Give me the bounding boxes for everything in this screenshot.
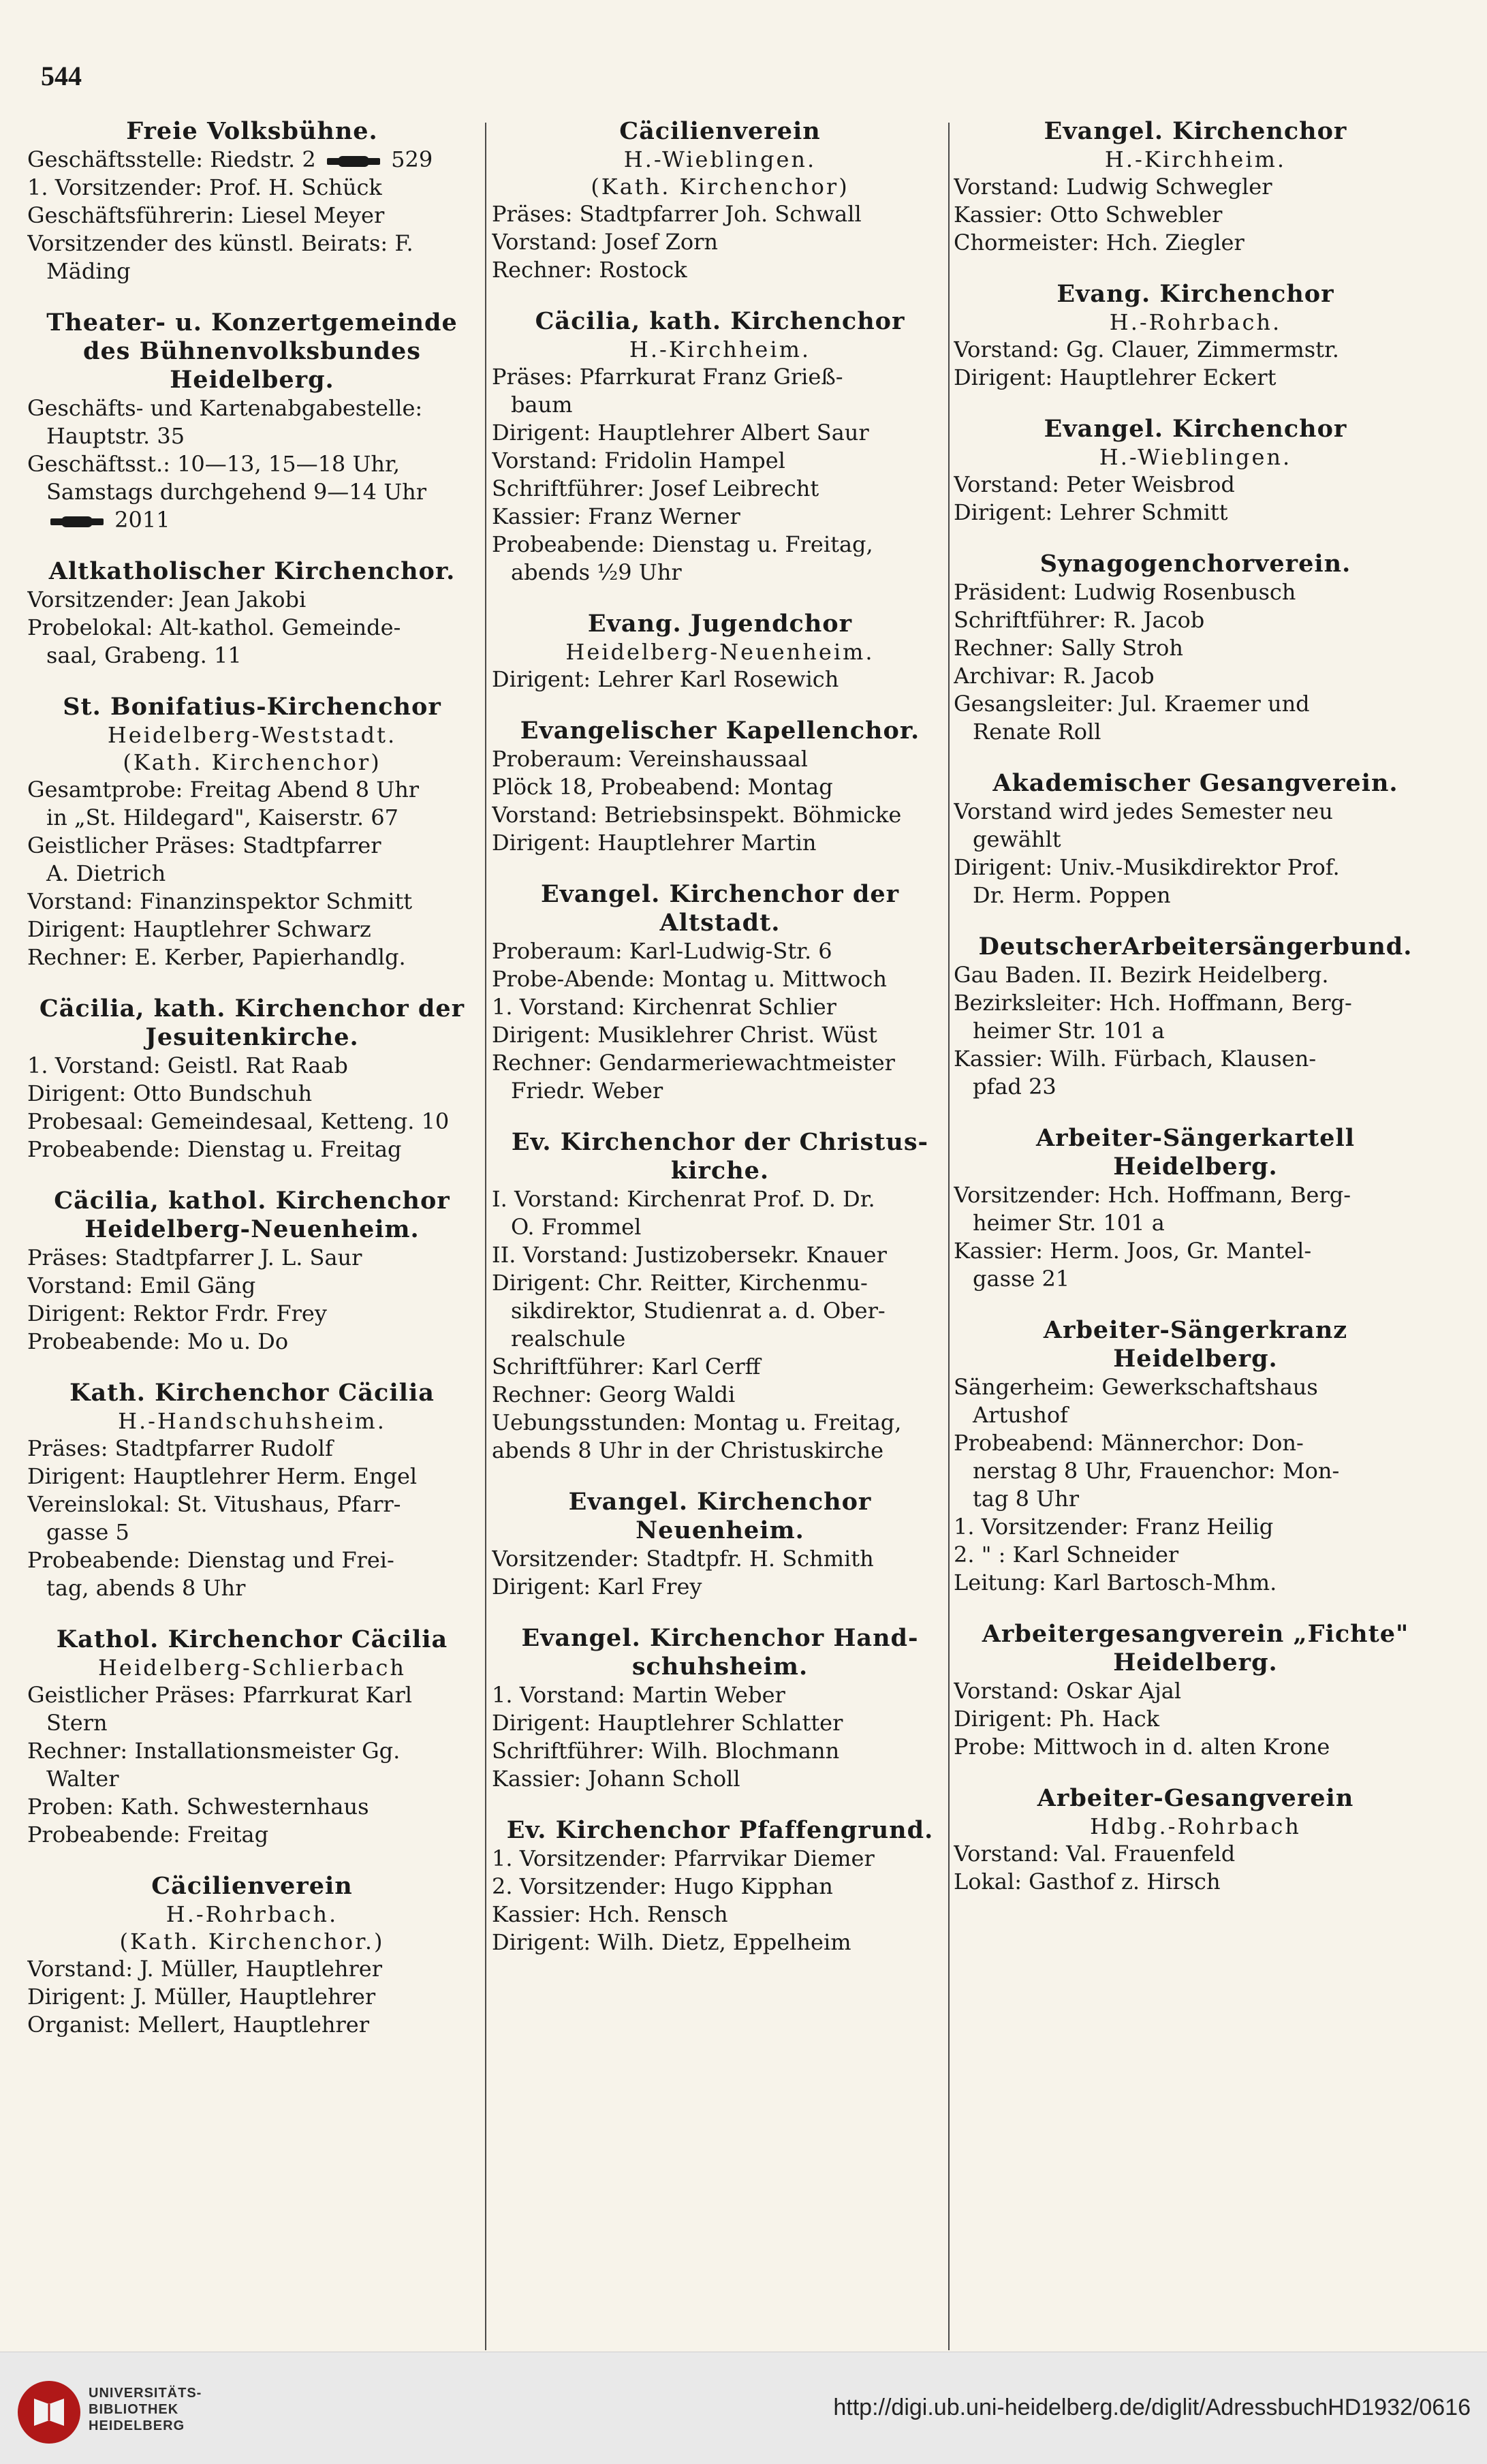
- entry-line: Vorstand: Emil Gäng: [27, 1273, 256, 1298]
- directory-entry: [27, 1379, 477, 1602]
- entry-title: Synagogenchorverein.: [1039, 550, 1351, 578]
- entry-line: Walter: [46, 1766, 119, 1792]
- directory-entry: [954, 1620, 1437, 1761]
- entry-subtitle: Heidelberg-Neuenheim.: [565, 639, 875, 665]
- entry-line: Vorstand: Finanzinspektor Schmitt: [27, 888, 413, 914]
- entry-line: Proberaum: Vereinshaussaal: [492, 746, 808, 772]
- entry-line: Geistlicher Präses: Stadtpfarrer: [27, 832, 381, 858]
- entry-line: Vorstand: Josef Zorn: [492, 229, 719, 255]
- entry-subtitle: H.-Wieblingen.: [623, 146, 817, 172]
- directory-entry: [954, 933, 1437, 1101]
- entry-line: sikdirektor, Studienrat a. d. Ober-: [511, 1298, 886, 1324]
- entry-title: Cäcilienverein: [151, 1872, 353, 1900]
- entry-line: Vorsitzender: Jean Jakobi: [27, 587, 307, 612]
- entry-title: Heidelberg.: [170, 366, 334, 394]
- entry-line: Kassier: Franz Werner: [492, 503, 740, 529]
- entry-title: Cäcilia, kathol. Kirchenchor: [54, 1187, 450, 1215]
- entry-subtitle: (Kath. Kirchenchor): [123, 749, 381, 775]
- entry-line: Samstags durchgehend 9—14 Uhr: [46, 479, 427, 505]
- directory-entry: [27, 1625, 477, 1849]
- entry-line: Dirigent: Wilh. Dietz, Eppelheim: [492, 1929, 851, 1955]
- entry-line: Vorstand wird jedes Semester neu: [954, 798, 1333, 824]
- entry-title: Heidelberg.: [1113, 1153, 1278, 1181]
- entry-line: Dirigent: Lehrer Schmitt: [954, 499, 1228, 525]
- entry-line: Hauptstr. 35: [46, 423, 185, 449]
- entry-title: Evangel. Kirchenchor: [1044, 117, 1347, 145]
- entry-title: St. Bonifatius-Kirchenchor: [63, 693, 441, 721]
- entry-line: Lokal: Gasthof z. Hirsch: [954, 1869, 1221, 1894]
- entry-line: Proberaum: Karl-Ludwig-Str. 6: [492, 938, 832, 964]
- entry-line: Probeabende: Freitag: [27, 1822, 269, 1847]
- entry-line: Dirigent: Univ.-Musikdirektor Prof.: [954, 854, 1340, 880]
- directory-entry: [27, 995, 477, 1164]
- column-divider: [485, 123, 486, 2350]
- entry-title: kirche.: [670, 1157, 770, 1185]
- entry-line: Archivar: R. Jacob: [954, 663, 1155, 689]
- entry-line: Schriftführer: R. Jacob: [954, 607, 1205, 633]
- entry-title: Ev. Kirchenchor der Christus-: [511, 1128, 929, 1156]
- entry-subtitle: H.-Rohrbach.: [1109, 309, 1282, 335]
- entry-line: tag 8 Uhr: [973, 1486, 1079, 1512]
- entry-title: Arbeitergesangverein „Fichte": [982, 1620, 1409, 1648]
- entry-title: Heidelberg.: [1113, 1345, 1278, 1373]
- entry-line: 2. " : Karl Schneider: [954, 1542, 1179, 1568]
- entry-line: Vorstand: Val. Frauenfeld: [954, 1841, 1236, 1867]
- directory-entry: [27, 557, 477, 670]
- entry-line: Geistlicher Präses: Pfarrkurat Karl: [27, 1682, 413, 1708]
- entry-title: Evangel. Kirchenchor der: [540, 880, 900, 908]
- entry-line: Dirigent: Lehrer Karl Rosewich: [492, 666, 839, 692]
- entry-line: Geschäftsstelle: Riedstr. 2 529: [27, 146, 433, 172]
- directory-entry: [27, 117, 477, 285]
- entry-line: Vorstand: Betriebsinspekt. Böhmicke: [492, 802, 902, 828]
- entry-line: Probesaal: Gemeindesaal, Ketteng. 10: [27, 1108, 450, 1134]
- directory-entry: [492, 880, 948, 1105]
- entry-line: Dirigent: J. Müller, Hauptlehrer: [27, 1984, 376, 2010]
- entry-line: Probeabende: Dienstag u. Freitag: [27, 1136, 402, 1162]
- entry-title: Theater- u. Konzertgemeinde: [46, 309, 458, 337]
- entry-subtitle: (Kath. Kirchenchor): [591, 174, 849, 200]
- directory-entry: [27, 309, 477, 534]
- entry-line: Vorstand: Peter Weisbrod: [954, 471, 1235, 497]
- directory-entry: [954, 117, 1437, 257]
- entry-line: Friedr. Weber: [511, 1078, 663, 1104]
- entry-line: Renate Roll: [973, 719, 1101, 745]
- entry-title: Arbeiter-Sängerkranz: [1043, 1316, 1348, 1344]
- entry-line: Dirigent: Otto Bundschuh: [27, 1080, 313, 1106]
- entry-line: Vorsitzender: Stadtpfr. H. Schmith: [492, 1546, 874, 1572]
- column-divider: [948, 123, 950, 2350]
- entry-subtitle: H.-Kirchheim.: [629, 337, 811, 362]
- entry-subtitle: Heidelberg-Weststadt.: [107, 722, 397, 748]
- entry-line: heimer Str. 101 a: [973, 1210, 1165, 1236]
- entry-line: 2. Vorsitzender: Hugo Kipphan: [492, 1873, 833, 1899]
- directory-entry: [954, 1124, 1437, 1293]
- entry-line: Geschäfts- und Kartenabgabestelle:: [27, 395, 423, 421]
- entry-line: in „St. Hildegard", Kaiserstr. 67: [46, 805, 398, 830]
- entry-line: Artushof: [973, 1402, 1069, 1428]
- entry-line: Vorsitzender: Hch. Hoffmann, Berg-: [954, 1182, 1351, 1208]
- entry-title: des Bühnenvolksbundes: [82, 337, 421, 365]
- directory-entry: [27, 693, 477, 971]
- entry-line: Probelokal: Alt-kathol. Gemeinde-: [27, 614, 401, 640]
- entry-line: Proben: Kath. Schwesternhaus: [27, 1794, 369, 1820]
- entry-line: abends 8 Uhr in der Christuskirche: [492, 1437, 883, 1463]
- entry-subtitle: (Kath. Kirchenchor.): [119, 1929, 385, 1954]
- entry-title: Cäcilia, kath. Kirchenchor: [535, 307, 905, 335]
- entry-line: Vorstand: Ludwig Schwegler: [954, 174, 1272, 200]
- entry-title: Heidelberg-Neuenheim.: [84, 1215, 420, 1243]
- entry-line: I. Vorstand: Kirchenrat Prof. D. Dr.: [492, 1186, 875, 1212]
- entry-line: Geschäftsführerin: Liesel Meyer: [27, 202, 385, 228]
- directory-entry: [492, 1816, 948, 1956]
- entry-line: Plöck 18, Probeabend: Montag: [492, 774, 833, 800]
- entry-line: Probeabende: Dienstag u. Freitag,: [492, 531, 873, 557]
- entry-line: II. Vorstand: Justizobersekr. Knauer: [492, 1242, 887, 1268]
- entry-title: Evangel. Kirchenchor Hand-: [521, 1624, 919, 1652]
- directory-entry: [954, 1784, 1437, 1896]
- entry-line: Dirigent: Hauptlehrer Martin: [492, 830, 817, 856]
- entry-line: Rechner: Rostock: [492, 257, 687, 283]
- entry-line: 1. Vorstand: Kirchenrat Schlier: [492, 994, 836, 1020]
- entry-line: Kassier: Herm. Joos, Gr. Mantel-: [954, 1238, 1312, 1264]
- entry-line: Dirigent: Chr. Reitter, Kirchenmu-: [492, 1270, 868, 1296]
- entry-line: Dirigent: Ph. Hack: [954, 1706, 1160, 1732]
- entry-title: Altkatholischer Kirchenchor.: [48, 557, 456, 585]
- entry-subtitle: H.-Rohrbach.: [166, 1901, 339, 1927]
- entry-line: Rechner: Sally Stroh: [954, 635, 1184, 661]
- entry-line: Präses: Stadtpfarrer J. L. Saur: [27, 1245, 362, 1270]
- entry-line: Rechner: E. Kerber, Papierhandlg.: [27, 944, 406, 970]
- entry-title: Kathol. Kirchenchor Cäcilia: [56, 1625, 448, 1653]
- entry-title: Evangelischer Kapellenchor.: [520, 717, 920, 745]
- entry-line: Dirigent: Hauptlehrer Schwarz: [27, 916, 371, 942]
- directory-entry: [492, 1624, 948, 1793]
- entry-line: saal, Grabeng. 11: [46, 642, 242, 668]
- entry-line: Kassier: Otto Schwebler: [954, 202, 1223, 228]
- entry-line: Schriftführer: Josef Leibrecht: [492, 475, 819, 501]
- entry-subtitle: Heidelberg-Schlierbach: [98, 1655, 406, 1681]
- entry-title: schuhsheim.: [631, 1653, 809, 1681]
- entry-line: Leitung: Karl Bartosch-Mhm.: [954, 1570, 1277, 1595]
- directory-entry: [27, 1872, 477, 2039]
- entry-line: realschule: [511, 1326, 626, 1352]
- directory-entry: [492, 1128, 948, 1465]
- directory-entry: [954, 769, 1437, 909]
- entry-title: Evangel. Kirchenchor: [568, 1488, 872, 1516]
- entry-line: Rechner: Georg Waldi: [492, 1382, 736, 1407]
- directory-entry: [954, 280, 1437, 392]
- directory-entry: [954, 550, 1437, 746]
- entry-line: Bezirksleiter: Hch. Hoffmann, Berg-: [954, 990, 1352, 1016]
- entry-line: Dirigent: Karl Frey: [492, 1574, 702, 1600]
- entry-line: 2011: [27, 506, 477, 534]
- entry-title: Jesuitenkirche.: [145, 1023, 359, 1051]
- entry-line: gewählt: [973, 826, 1061, 852]
- entry-line: 1. Vorsitzender: Prof. H. Schück: [27, 174, 382, 200]
- entry-title: Evang. Kirchenchor: [1056, 280, 1334, 308]
- entry-line: Organist: Mellert, Hauptlehrer: [27, 2012, 370, 2038]
- page-number: 544: [41, 61, 82, 91]
- source-url[interactable]: http://digi.ub.uni-heidelberg.de/diglit/AdressbuchHD1932/0616: [833, 2395, 1471, 2420]
- entry-line: Dirigent: Hauptlehrer Albert Saur: [492, 420, 869, 446]
- entry-line: gasse 5: [46, 1519, 129, 1545]
- entry-line: Probe-Abende: Montag u. Mittwoch: [492, 966, 887, 992]
- entry-line: Gesamtprobe: Freitag Abend 8 Uhr: [27, 777, 420, 802]
- entry-title: Cäcilienverein: [619, 117, 821, 145]
- entry-title: Neuenheim.: [636, 1516, 804, 1544]
- entry-line: Chormeister: Hch. Ziegler: [954, 230, 1245, 255]
- entry-line: 1. Vorstand: Geistl. Rat Raab: [27, 1052, 348, 1078]
- entry-title: Arbeiter-Sängerkartell: [1035, 1124, 1355, 1152]
- entry-line: Präses: Pfarrkurat Franz Grieß-: [492, 364, 843, 390]
- entry-line: Dirigent: Musiklehrer Christ. Wüst: [492, 1022, 877, 1048]
- entry-line: Probeabende: Mo u. Do: [27, 1328, 289, 1354]
- entry-line: Schriftführer: Wilh. Blochmann: [492, 1738, 840, 1764]
- entry-line: Dirigent: Rektor Frdr. Frey: [27, 1300, 327, 1326]
- entry-line: 1. Vorsitzender: Pfarrvikar Diemer: [492, 1845, 875, 1871]
- library-name-line: UNIVERSITÄTS-: [89, 2386, 202, 2401]
- column-left: [27, 117, 477, 2352]
- entry-line: Vorstand: Oskar Ajal: [954, 1678, 1182, 1704]
- entry-line: Vorstand: Gg. Clauer, Zimmermstr.: [954, 337, 1339, 362]
- entry-title: Ev. Kirchenchor Pfaffengrund.: [506, 1816, 934, 1844]
- library-name: [89, 2385, 202, 2434]
- entry-line: Gesangsleiter: Jul. Kraemer und: [954, 691, 1310, 717]
- entry-line: heimer Str. 101 a: [973, 1018, 1165, 1044]
- entry-line: Kassier: Hch. Rensch: [492, 1901, 728, 1927]
- entry-line: abends ½9 Uhr: [511, 559, 682, 585]
- entry-line: Dirigent: Hauptlehrer Schlatter: [492, 1710, 843, 1736]
- entry-line: Sängerheim: Gewerkschaftshaus: [954, 1374, 1318, 1400]
- entry-subtitle: H.-Wieblingen.: [1099, 444, 1292, 470]
- entry-title: Altstadt.: [659, 909, 781, 937]
- entry-title: Arbeiter-Gesangverein: [1037, 1784, 1354, 1812]
- entry-line: Probeabend: Männerchor: Don-: [954, 1430, 1304, 1456]
- entry-line: Dirigent: Hauptlehrer Eckert: [954, 364, 1277, 390]
- entry-line: Dirigent: Hauptlehrer Herm. Engel: [27, 1463, 418, 1489]
- entry-line: nerstag 8 Uhr, Frauenchor: Mon-: [973, 1458, 1340, 1484]
- entry-line: Geschäftsst.: 10—13, 15—18 Uhr,: [27, 451, 400, 477]
- entry-line: Probeabende: Dienstag und Frei-: [27, 1547, 394, 1573]
- entry-title: Akademischer Gesangverein.: [992, 769, 1398, 797]
- telephone-icon: [327, 154, 380, 169]
- directory-entry: [492, 717, 948, 857]
- column-right: [954, 117, 1437, 2352]
- entry-line: Uebungsstunden: Montag u. Freitag,: [492, 1409, 902, 1435]
- entry-title: DeutscherArbeitersängerbund.: [978, 933, 1413, 961]
- entry-title: Cäcilia, kath. Kirchenchor der: [39, 995, 465, 1023]
- entry-line: O. Frommel: [511, 1214, 642, 1240]
- entry-line: A. Dietrich: [46, 860, 166, 886]
- library-name-line: BIBLIOTHEK: [89, 2402, 179, 2417]
- entry-line: Vorstand: Fridolin Hampel: [492, 448, 785, 473]
- entry-line: Mäding: [46, 258, 131, 284]
- entry-line: Kassier: Johann Scholl: [492, 1766, 740, 1792]
- entry-line: Schriftführer: Karl Cerff: [492, 1354, 761, 1379]
- entry-title: Heidelberg.: [1113, 1649, 1278, 1677]
- entry-line: Präses: Stadtpfarrer Joh. Schwall: [492, 201, 862, 227]
- library-name-line: HEIDELBERG: [89, 2418, 185, 2433]
- entry-line: Rechner: Installationsmeister Gg.: [27, 1738, 401, 1764]
- entry-line: Kassier: Wilh. Fürbach, Klausen-: [954, 1046, 1317, 1072]
- entry-title: Freie Volksbühne.: [126, 117, 378, 145]
- directory-entry: [954, 415, 1437, 527]
- entry-line: gasse 21: [973, 1266, 1070, 1292]
- directory-entry: [492, 117, 948, 284]
- entry-line: Stern: [46, 1710, 108, 1736]
- directory-entry: [492, 610, 948, 693]
- entry-line: Vereinslokal: St. Vitushaus, Pfarr-: [27, 1491, 401, 1517]
- entry-line: Gau Baden. II. Bezirk Heidelberg.: [954, 962, 1329, 988]
- entry-line: baum: [511, 392, 573, 418]
- directory-entry: [27, 1187, 477, 1356]
- entry-line: Präsident: Ludwig Rosenbusch: [954, 579, 1296, 605]
- directory-entry: [492, 307, 948, 587]
- entry-title: Evangel. Kirchenchor: [1044, 415, 1347, 443]
- directory-entry: [492, 1488, 948, 1601]
- entry-line: pfad 23: [973, 1074, 1056, 1100]
- entry-subtitle: H.-Kirchheim.: [1104, 146, 1287, 172]
- entry-title: Evang. Jugendchor: [587, 610, 853, 638]
- entry-line: Präses: Stadtpfarrer Rudolf: [27, 1435, 333, 1461]
- directory-entry: [954, 1316, 1437, 1597]
- entry-line: Dr. Herm. Poppen: [973, 882, 1171, 908]
- column-middle: [492, 117, 948, 2352]
- library-logo-icon: [15, 2378, 83, 2446]
- entry-line: 1. Vorstand: Martin Weber: [492, 1682, 785, 1708]
- entry-line: Vorsitzender des künstl. Beirats: F.: [27, 230, 413, 256]
- entry-line: 1. Vorsitzender: Franz Heilig: [954, 1514, 1274, 1540]
- digitization-footer: [0, 2352, 1487, 2464]
- entry-line: Probe: Mittwoch in d. alten Krone: [954, 1734, 1330, 1760]
- entry-title: Kath. Kirchenchor Cäcilia: [69, 1379, 435, 1407]
- entry-line: tag, abends 8 Uhr: [46, 1575, 246, 1601]
- telephone-icon: [50, 514, 104, 529]
- entry-subtitle: H.-Handschuhsheim.: [118, 1408, 386, 1434]
- entry-subtitle: Hdbg.-Rohrbach: [1090, 1813, 1301, 1839]
- entry-line: Vorstand: J. Müller, Hauptlehrer: [27, 1956, 382, 1982]
- entry-line: Rechner: Gendarmeriewachtmeister: [492, 1050, 895, 1076]
